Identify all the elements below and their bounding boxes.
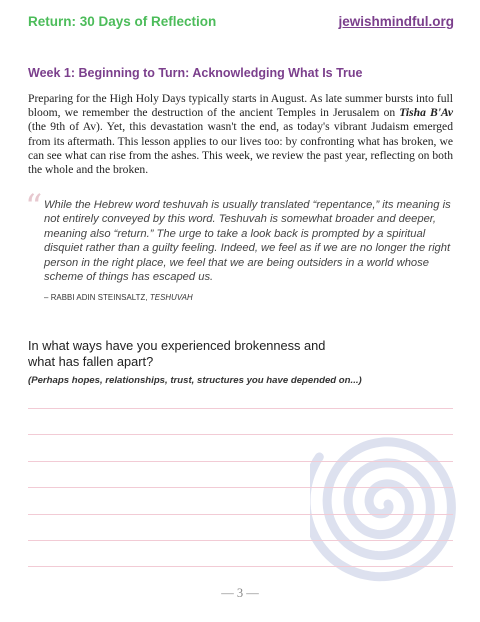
page-number: — 3 — bbox=[221, 586, 259, 600]
intro-text-2: (the 9th of Av). Yet, this devastation wasn't the end, as today's vibrant Judaism emerged from its aftermath. This lesson applies to our lives too: by confronting what has broken, we can see what can rise from the ashes. This week, we review the past year, reflecting on both the whole and the broken. bbox=[28, 120, 453, 177]
quote-text: While the Hebrew word teshuvah is usually translated “repentance,” its meaning is not entirely conveyed by this word. Teshuvah is somewhat broader and deeper, meaning also “return.” The urge to take a look back is prompted by a spiritual disquiet rather than a guilty feeling. Indeed, we feel as if we are no longer the right person in the right place, we feel that we are being outsiders in a world whose scheme of things has escaped us. bbox=[44, 199, 451, 284]
writing-line[interactable] bbox=[28, 461, 453, 462]
writing-area[interactable] bbox=[28, 0, 453, 622]
reflection-question: In what ways have you experienced brokenness and what has fallen apart? bbox=[28, 338, 326, 369]
writing-line[interactable] bbox=[28, 487, 453, 488]
writing-line[interactable] bbox=[28, 540, 453, 541]
website-link[interactable]: jewishmindful.org bbox=[338, 14, 454, 29]
reflection-hint: (Perhaps hopes, relationships, trust, structures you have depended on...) bbox=[28, 375, 362, 386]
writing-line[interactable] bbox=[28, 408, 453, 409]
writing-line[interactable] bbox=[28, 434, 453, 435]
writing-line[interactable] bbox=[28, 566, 453, 567]
series-title: Return: 30 Days of Reflection bbox=[28, 14, 217, 29]
attribution-author: – RABBI ADIN STEINSALTZ, bbox=[44, 293, 150, 302]
intro-text-1: Preparing for the High Holy Days typically starts in August. As late summer bursts into full bloom, we remember the destruction of the ancient Temples in Jerusalem on bbox=[28, 92, 453, 120]
quote-mark-icon: “ bbox=[25, 187, 43, 227]
writing-line[interactable] bbox=[28, 514, 453, 515]
tisha-bav-term: Tisha B'Av bbox=[399, 106, 453, 120]
attribution-book: TESHUVAH bbox=[149, 293, 193, 302]
week-title: Week 1: Beginning to Turn: Acknowledging What Is True bbox=[28, 66, 363, 80]
